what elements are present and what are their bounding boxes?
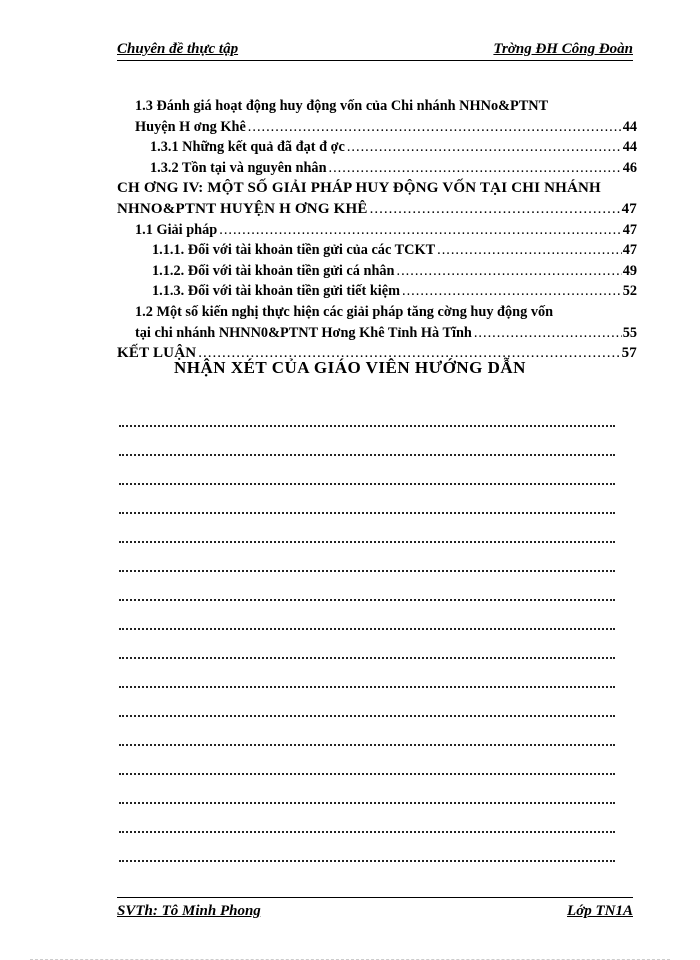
toc-entry-text: 1.1 Giải pháp [135, 221, 218, 238]
comment-lines [119, 398, 615, 862]
toc-dot-leader [347, 137, 622, 158]
toc-page-number: 52 [622, 283, 637, 300]
toc-page-number: 44 [622, 139, 637, 156]
table-of-contents [117, 96, 637, 364]
toc-entry-text: 1.1.1. Đối với tài khoản tiền gửi của các TCKT [152, 242, 436, 259]
toc-dot-leader [402, 281, 622, 302]
toc-page-number: 47 [622, 221, 637, 238]
toc-entry-text: Huyện H ơng Khê [135, 118, 246, 135]
toc-entry-text: 1.2 Một số kiến nghị thực hiện các giải pháp tăng cờng huy động vốn [135, 303, 554, 320]
header-left: Chuyên đề thực tập [117, 41, 239, 57]
comment-line [119, 775, 615, 804]
toc-page-number: 47 [621, 200, 637, 217]
comment-line [119, 514, 615, 543]
comment-line [119, 572, 615, 601]
toc-entry [117, 281, 637, 302]
toc-dot-leader [397, 261, 622, 282]
comment-line [119, 485, 615, 514]
toc-entry-text: KẾT LUẬN [117, 345, 197, 362]
toc-page-number: 49 [622, 262, 637, 279]
comment-line [119, 717, 615, 746]
toc-entry [117, 117, 637, 138]
page-footer [117, 897, 633, 920]
toc-entry [117, 96, 637, 117]
toc-dot-leader [370, 199, 621, 220]
toc-dot-leader [437, 240, 622, 261]
toc-entry-text: tại chi nhánh NHNN0&PTNT Hơng Khê Tỉnh Hà Tĩnh [135, 324, 472, 341]
comment-line [119, 543, 615, 572]
toc-entry [117, 137, 637, 158]
toc-page-number: 44 [622, 118, 637, 135]
toc-page-number: 57 [621, 345, 637, 362]
comment-line [119, 659, 615, 688]
toc-entry-text: NHNO&PTNT HUYỆN H ƠNG KHÊ [117, 200, 368, 217]
toc-entry-text: 1.3.2 Tồn tại và nguyên nhân [150, 159, 327, 176]
toc-entry [117, 158, 637, 179]
toc-entry [117, 220, 637, 241]
toc-dot-leader [248, 117, 622, 138]
toc-entry [117, 240, 637, 261]
toc-entry-text: 1.3.1 Những kết quả đã đạt đ ợc [150, 139, 345, 156]
toc-entry [117, 323, 637, 344]
toc-entry-text: 1.1.2. Đối với tài khoản tiền gửi cá nhân [152, 262, 395, 279]
toc-page-number: 46 [622, 159, 637, 176]
comment-line [119, 398, 615, 427]
comment-line [119, 804, 615, 833]
toc-entry [117, 261, 637, 282]
comment-line [119, 630, 615, 659]
comment-line [119, 456, 615, 485]
section-title: NHẬN XÉT CỦA GIÁO VIÊN HƯỚNG DẪN [174, 358, 526, 377]
toc-page-number: 55 [622, 324, 637, 341]
page-header [117, 38, 633, 61]
toc-dot-leader [329, 158, 622, 179]
comment-line [119, 833, 615, 862]
comment-line [119, 688, 615, 717]
comment-line [119, 746, 615, 775]
comment-line [119, 427, 615, 456]
comment-line [119, 601, 615, 630]
toc-dot-leader [474, 323, 622, 344]
toc-entry [117, 199, 637, 220]
toc-page-number: 47 [622, 242, 637, 259]
header-right: Trờng ĐH Công Đoàn [493, 41, 633, 57]
toc-entry [117, 302, 637, 323]
toc-entry-text: 1.3 Đánh giá hoạt động huy động vốn của Chi nhánh NHNo&PTNT [135, 98, 549, 114]
footer-left: SVTh: Tô Minh Phong [117, 903, 261, 919]
toc-dot-leader [219, 220, 621, 241]
toc-entry-text: CH ƠNG IV: MỘT SỐ GIẢI PHÁP HUY ĐỘNG VỐN TẠI CHI NHÁNH [117, 180, 601, 197]
toc-entry [117, 178, 637, 199]
toc-entry-text: 1.1.3. Đối với tài khoản tiền gửi tiết kiệm [152, 283, 401, 300]
footer-right: Lớp TN1A [567, 903, 633, 919]
